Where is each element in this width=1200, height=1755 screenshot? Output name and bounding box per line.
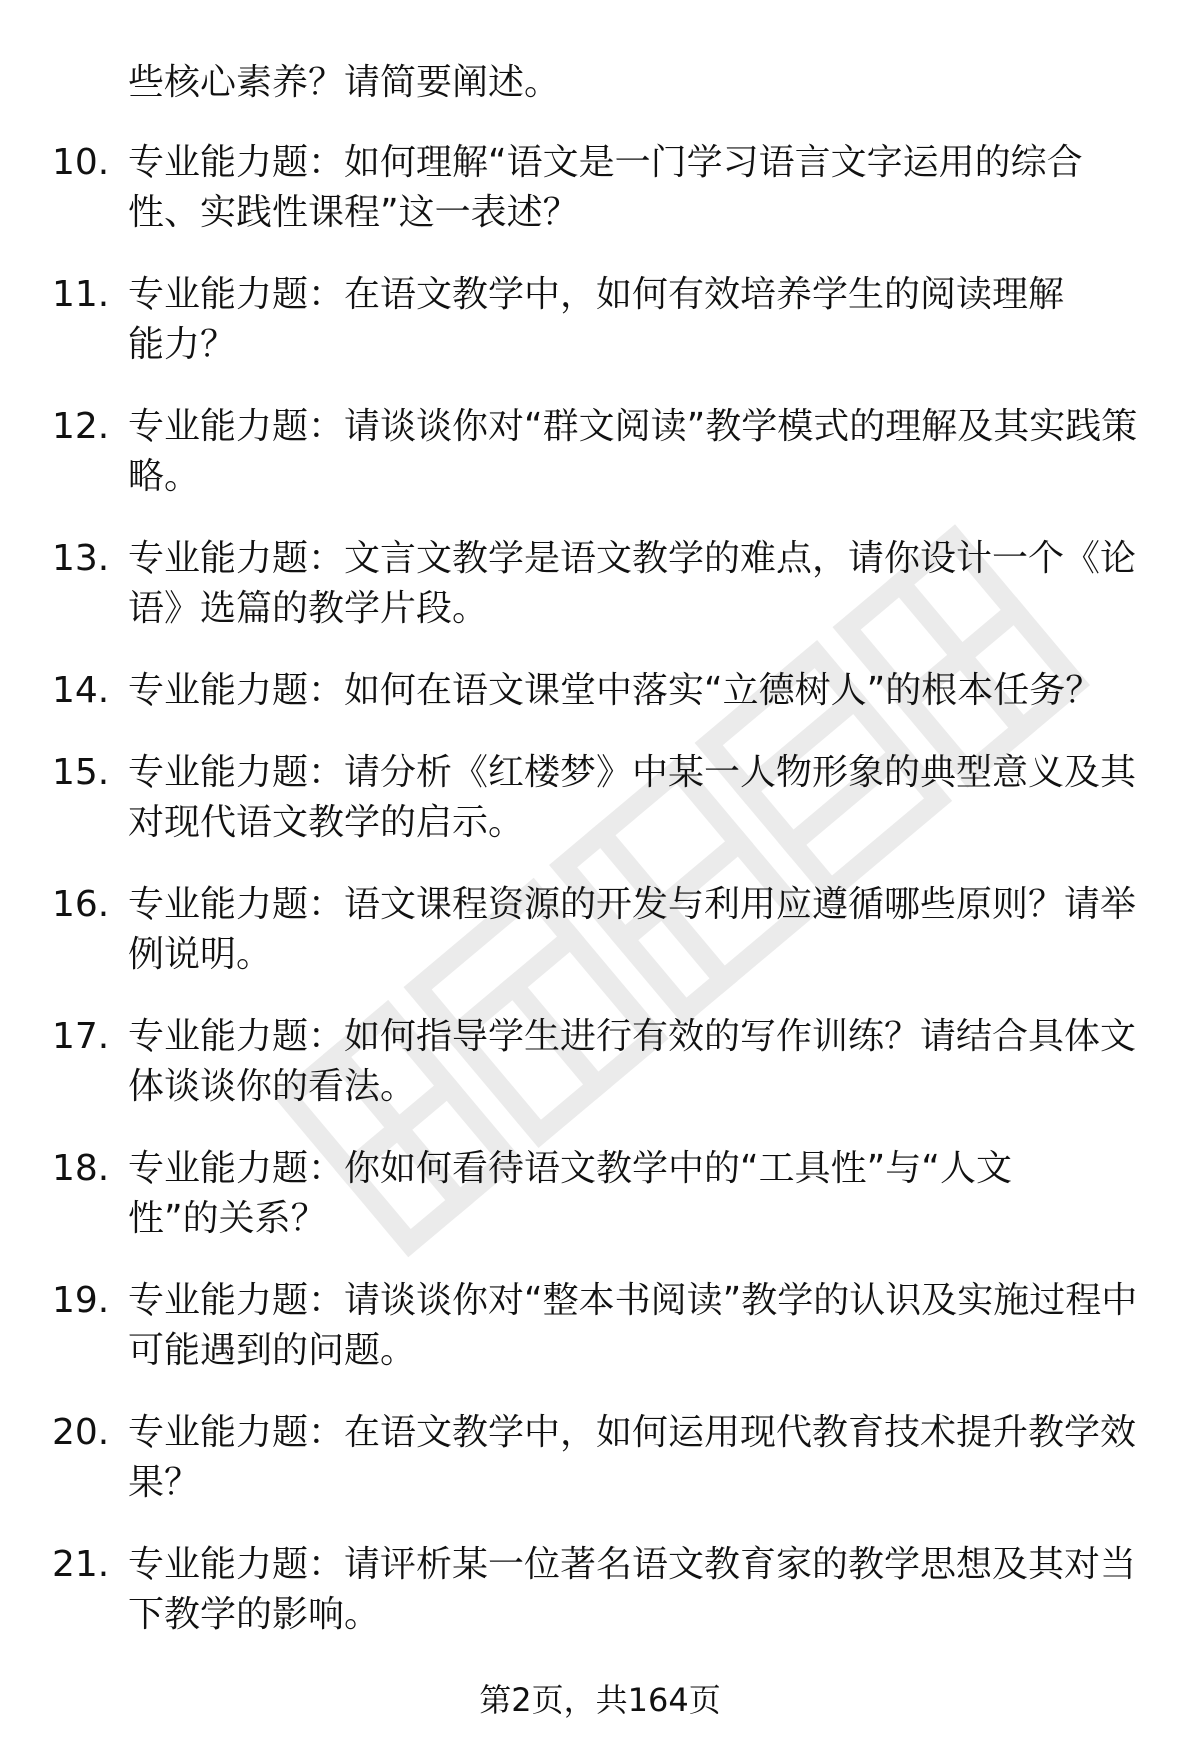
question-number: 14. (52, 670, 110, 711)
question-number: 20. (52, 1412, 110, 1453)
question-item (0, 534, 1200, 666)
question-item (0, 270, 1200, 402)
question-item (0, 1012, 1200, 1144)
question-item (0, 1276, 1200, 1408)
question-text: 专业能力题：如何在语文课堂中落实“立德树人”的根本任务？ (128, 670, 1102, 711)
question-item (0, 138, 1200, 270)
continued-question-text: 些核心素养？请简要阐述。 (128, 62, 561, 103)
question-text: 专业能力题：在语文教学中，如何有效培养学生的阅读理解能力？ (128, 274, 1065, 365)
question-text: 专业能力题：你如何看待语文教学中的“工具性”与“人文性”的关系？ (128, 1148, 1012, 1239)
question-text: 专业能力题：如何指导学生进行有效的写作训练？请结合具体文体谈谈你的看法。 (128, 1016, 1137, 1107)
question-text: 专业能力题：语文课程资源的开发与利用应遵循哪些原则？请举例说明。 (128, 884, 1137, 975)
question-number: 15. (52, 752, 110, 793)
question-number: 13. (52, 538, 110, 579)
question-number: 21. (52, 1544, 110, 1585)
question-text: 专业能力题：文言文教学是语文教学的难点，请你设计一个《论语》选篇的教学片段。 (128, 538, 1137, 629)
question-item (0, 880, 1200, 1012)
question-item (0, 1408, 1200, 1540)
question-text: 专业能力题：请评析某一位著名语文教育家的教学思想及其对当下教学的影响。 (128, 1544, 1137, 1635)
question-item (0, 402, 1200, 534)
question-number: 12. (52, 406, 110, 447)
question-text: 专业能力题：如何理解“语文是一门学习语言文字运用的综合性、实践性课程”这一表述？ (128, 142, 1083, 233)
question-number: 17. (52, 1016, 110, 1057)
page-footer: 第2页，共164页 (479, 1681, 721, 1719)
question-number: 18. (52, 1148, 110, 1189)
question-text: 专业能力题：请谈谈你对“群文阅读”教学模式的理解及其实践策略。 (128, 406, 1138, 497)
question-item (0, 1144, 1200, 1276)
question-text: 专业能力题：请分析《红楼梦》中某一人物形象的典型意义及其对现代语文教学的启示。 (128, 752, 1137, 843)
question-text: 专业能力题：在语文教学中，如何运用现代教育技术提升教学效果？ (128, 1412, 1137, 1503)
question-number: 11. (52, 274, 110, 315)
question-list (0, 138, 1200, 1672)
question-text: 专业能力题：请谈谈你对“整本书阅读”教学的认识及实施过程中可能遇到的问题。 (128, 1280, 1138, 1371)
question-item (0, 748, 1200, 880)
question-number: 10. (52, 142, 110, 183)
question-number: 19. (52, 1280, 110, 1321)
question-item (0, 1540, 1200, 1672)
question-item (0, 666, 1200, 748)
question-number: 16. (52, 884, 110, 925)
